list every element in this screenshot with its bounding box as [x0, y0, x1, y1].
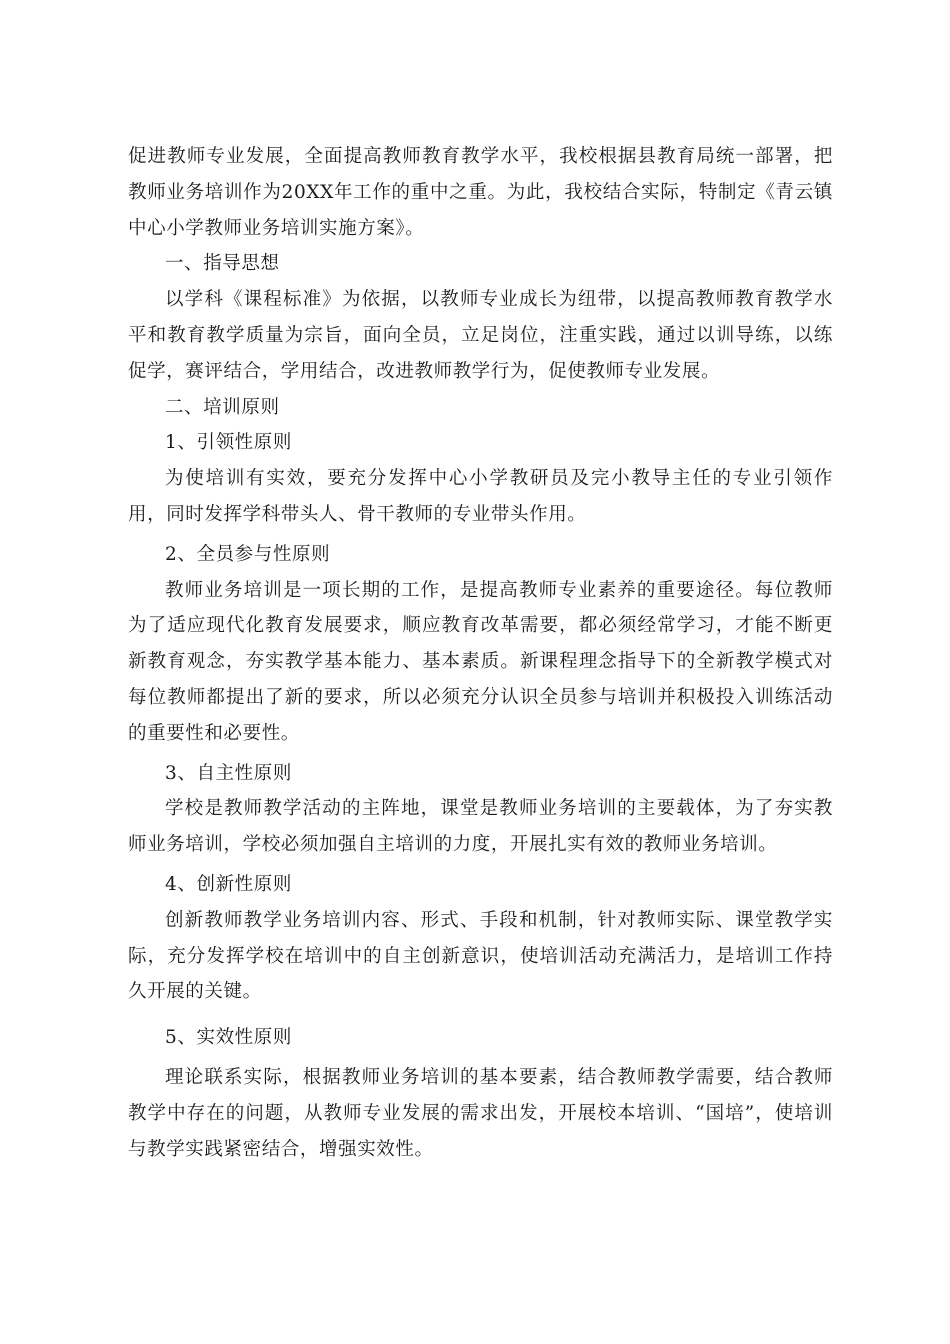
principle-body-leading: 为使培训有实效，要充分发挥中心小学教研员及完小教导主任的专业引领作用，同时发挥学科带头人、骨干教师的专业带头作用。: [128, 468, 833, 525]
document-page: [128, 139, 833, 1167]
principle-title-effectiveness: 5、实效性原则: [165, 1027, 292, 1049]
principle-body-full-participation: 教师业务培训是一项长期的工作，是提高教师专业素养的重要途径。每位教师为了适应现代化教育发展要求，顺应教育改革需要，都必须经常学习，才能不断更新教育观念，夯实教学基本能力、基本素质。新课程理念指导下的全新教学模式对每位教师都提出了新的要求，所以必须充分认识全员参与培训并积极投入训练活动的重要性和必要性。: [128, 579, 833, 744]
principle-title-innovation: 4、创新性原则: [165, 873, 292, 895]
principle-title-leading: 1、引领性原则: [165, 432, 292, 454]
section-heading-training-principles: 二、培训原则: [165, 396, 280, 418]
principle-title-full-participation: 2、全员参与性原则: [165, 543, 331, 565]
section-heading-guiding-ideology: 一、指导思想: [165, 253, 280, 275]
principle-body-effectiveness: 理论联系实际，根据教师业务培训的基本要素，结合教师教学需要，结合教师教学中存在的问题，从教师专业发展的需求出发，开展校本培训、“国培”，使培训与教学实践紧密结合，增强实效性。: [128, 1066, 833, 1160]
principle-body-autonomy: 学校是教师教学活动的主阵地，课堂是教师业务培训的主要载体，为了夯实教师业务培训，学校必须加强自主培训的力度，开展扎实有效的教师业务培训。: [128, 798, 833, 856]
guiding-ideology-paragraph: 以学科《课程标准》为依据，以教师专业成长为纽带，以提高教师教育教学水平和教育教学质量为宗旨，面向全员，立足岗位，注重实践，通过以训导练，以练促学，赛评结合，学用结合，改进教师教学行为，促使教师专业发展。: [128, 289, 833, 382]
principle-title-autonomy: 3、自主性原则: [165, 762, 292, 784]
principle-body-innovation: 创新教师教学业务培训内容、形式、手段和机制，针对教师实际、课堂教学实际，充分发挥学校在培训中的自主创新意识，使培训活动充满活力，是培训工作持久开展的关键。: [128, 909, 833, 1003]
intro-paragraph: 促进教师专业发展，全面提高教师教育教学水平，我校根据县教育局统一部署，把教师业务培训作为20XX年工作的重中之重。为此，我校结合实际，特制定《青云镇中心小学教师业务培训实施方案》。: [128, 146, 833, 239]
